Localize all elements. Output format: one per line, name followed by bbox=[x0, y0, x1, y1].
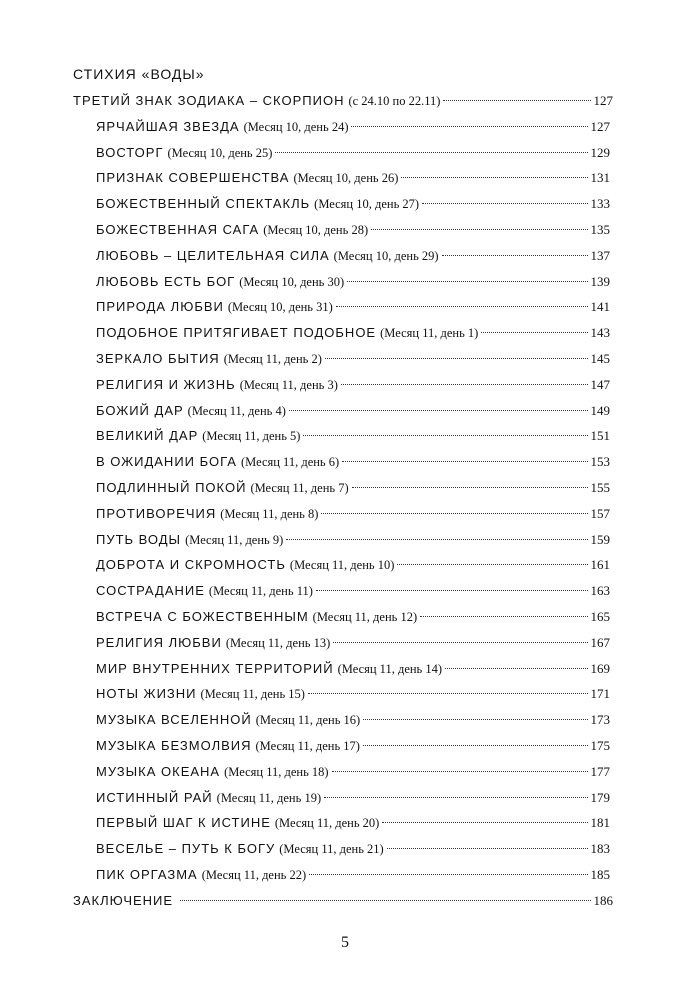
toc-entry-page: 163 bbox=[590, 583, 610, 599]
toc-entry bbox=[96, 862, 610, 888]
toc-entry-page: 185 bbox=[590, 866, 610, 882]
toc-entry-page: 167 bbox=[590, 634, 610, 650]
toc-entry-page: 155 bbox=[590, 479, 610, 495]
toc-entry-title: ПУТЬ ВОДЫ bbox=[96, 531, 182, 547]
toc-entry-subtitle: (Месяц 10, день 29) bbox=[333, 248, 439, 263]
toc-entry-subtitle: (Месяц 10, день 25) bbox=[167, 145, 273, 160]
toc-entry bbox=[96, 217, 610, 243]
toc-entry bbox=[96, 733, 610, 759]
toc-entry bbox=[96, 449, 610, 475]
toc-entry-page: 141 bbox=[590, 299, 610, 315]
toc-entry-page: 173 bbox=[590, 712, 610, 728]
toc-entry bbox=[96, 785, 610, 811]
toc-entry-page: 149 bbox=[590, 402, 610, 418]
dot-leader bbox=[442, 255, 588, 256]
toc-entry-title: МУЗЫКА ОКЕАНА bbox=[96, 763, 221, 779]
toc-entry-subtitle: (Месяц 11, день 14) bbox=[337, 661, 443, 676]
toc-entry-title: БОЖЕСТВЕННАЯ САГА bbox=[96, 221, 260, 237]
toc-entry-page: 127 bbox=[593, 93, 613, 108]
dot-leader bbox=[401, 177, 587, 178]
toc-entry-title: ЗАКЛЮЧЕНИЕ bbox=[73, 892, 174, 908]
toc-entry bbox=[96, 475, 610, 501]
dot-leader bbox=[352, 487, 588, 488]
toc-entry-subtitle: (Месяц 11, день 18) bbox=[224, 764, 329, 779]
toc-entry bbox=[96, 604, 610, 630]
toc-entry-title: ПРОТИВОРЕЧИЯ bbox=[96, 505, 217, 521]
toc-entry-subtitle: (Месяц 11, день 20) bbox=[274, 816, 380, 831]
dot-leader bbox=[387, 848, 588, 849]
toc-entry-page: 159 bbox=[590, 531, 610, 547]
toc-entry-title: ПРИРОДА ЛЮБВИ bbox=[96, 299, 224, 315]
toc-entry-page: 165 bbox=[590, 608, 610, 624]
toc-entry-title: ПЕРВЫЙ ШАГ К ИСТИНЕ bbox=[96, 815, 271, 831]
toc-entry-subtitle: (с 24.10 по 22.11) bbox=[348, 94, 441, 108]
toc-entry bbox=[96, 836, 610, 862]
toc-entry-page: 183 bbox=[590, 841, 610, 857]
toc-entry-subtitle: (Месяц 11, день 15) bbox=[200, 687, 305, 702]
toc-entry-subtitle: (Месяц 10, день 26) bbox=[293, 171, 399, 186]
toc-entry-subtitle: (Месяц 10, день 24) bbox=[243, 119, 349, 134]
toc-entry-title: ЛЮБОВЬ – ЦЕЛИТЕЛЬНАЯ СИЛА bbox=[96, 247, 330, 263]
dot-leader bbox=[351, 126, 587, 127]
dot-leader bbox=[324, 797, 587, 798]
toc-entry bbox=[96, 165, 610, 191]
toc-entry bbox=[96, 578, 610, 604]
toc-entry-page: 179 bbox=[590, 789, 610, 805]
toc-entry-title: ЯРЧАЙШАЯ ЗВЕЗДА bbox=[96, 118, 240, 134]
dot-leader bbox=[382, 822, 587, 823]
toc-entry-page: 161 bbox=[590, 557, 610, 573]
toc-entry-title: ВЕСЕЛЬЕ – ПУТЬ К БОГУ bbox=[96, 841, 276, 857]
toc-entry bbox=[96, 810, 610, 836]
toc-entry bbox=[96, 681, 610, 707]
toc-entry bbox=[96, 191, 610, 217]
toc-entry-page: 147 bbox=[590, 376, 610, 392]
toc-entry-page: 169 bbox=[590, 660, 610, 676]
toc-entry-subtitle: (Месяц 11, день 10) bbox=[289, 558, 395, 573]
toc-entry-title: НОТЫ ЖИЗНИ bbox=[96, 686, 197, 702]
toc-entry-subtitle: (Месяц 11, день 13) bbox=[225, 635, 331, 650]
table-of-contents bbox=[0, 88, 690, 914]
dot-leader bbox=[316, 590, 588, 591]
dot-leader bbox=[325, 358, 588, 359]
toc-entry-page: 129 bbox=[590, 144, 610, 160]
dot-leader bbox=[341, 384, 588, 385]
toc-entry bbox=[96, 656, 610, 682]
toc-entry-title: СОСТРАДАНИЕ bbox=[96, 583, 205, 599]
toc-entry bbox=[96, 346, 610, 372]
toc-entry-page: 135 bbox=[590, 221, 610, 237]
dot-leader bbox=[321, 513, 587, 514]
toc-entry-title: МУЗЫКА БЕЗМОЛВИЯ bbox=[96, 737, 252, 753]
toc-entry bbox=[96, 269, 610, 295]
toc-entry-subtitle: (Месяц 11, день 5) bbox=[202, 429, 301, 444]
dot-leader bbox=[363, 745, 588, 746]
toc-entry-page: 151 bbox=[590, 428, 610, 444]
toc-entry-title: ТРЕТИЙ ЗНАК ЗОДИАКА – СКОРПИОН bbox=[73, 93, 345, 108]
toc-entry-subtitle: (Месяц 11, день 16) bbox=[255, 713, 361, 728]
toc-entry-subtitle: (Месяц 11, день 12) bbox=[312, 609, 418, 624]
toc-entry-title: ПОДОБНОЕ ПРИТЯГИВАЕТ ПОДОБНОЕ bbox=[96, 325, 377, 341]
toc-entry bbox=[96, 630, 610, 656]
toc-entry-subtitle: (Месяц 11, день 17) bbox=[255, 738, 360, 753]
toc-entry-subtitle: (Месяц 11, день 7) bbox=[250, 480, 349, 495]
toc-entry-subtitle: (Месяц 11, день 2) bbox=[223, 351, 322, 366]
dot-leader bbox=[289, 410, 588, 411]
dot-leader bbox=[180, 900, 590, 901]
toc-entry bbox=[96, 243, 610, 269]
toc-entry-page: 181 bbox=[590, 815, 610, 831]
toc-entry-subtitle: (Месяц 11, день 3) bbox=[239, 377, 338, 392]
toc-entry-title: ВСТРЕЧА С БОЖЕСТВЕННЫМ bbox=[96, 608, 309, 624]
toc-entry-title: ВОСТОРГ bbox=[96, 144, 164, 160]
toc-entry-subtitle: (Месяц 11, день 21) bbox=[279, 842, 384, 857]
dot-leader bbox=[342, 461, 587, 462]
toc-entry bbox=[96, 527, 610, 553]
toc-entry bbox=[96, 423, 610, 449]
dot-leader bbox=[443, 100, 590, 101]
dot-leader bbox=[308, 693, 588, 694]
toc-entry-title: ЛЮБОВЬ ЕСТЬ БОГ bbox=[96, 273, 236, 289]
toc-entry bbox=[73, 88, 613, 114]
toc-entry-title: ПРИЗНАК СОВЕРШЕНСТВА bbox=[96, 170, 290, 186]
toc-entry-subtitle: (Месяц 10, день 30) bbox=[239, 274, 345, 289]
toc-entry bbox=[96, 372, 610, 398]
toc-entry-title: РЕЛИГИЯ И ЖИЗНЬ bbox=[96, 376, 236, 392]
toc-entry-subtitle: (Месяц 11, день 22) bbox=[201, 867, 307, 882]
toc-entry-subtitle: (Месяц 11, день 19) bbox=[216, 790, 322, 805]
toc-entry-page: 143 bbox=[590, 325, 610, 341]
toc-entry-title: БОЖЕСТВЕННЫЙ СПЕКТАКЛЬ bbox=[96, 196, 311, 212]
toc-entry-title: ПОДЛИННЫЙ ПОКОЙ bbox=[96, 479, 247, 495]
dot-leader bbox=[371, 229, 587, 230]
dot-leader bbox=[481, 332, 587, 333]
dot-leader bbox=[286, 539, 587, 540]
toc-entry bbox=[96, 114, 610, 140]
dot-leader bbox=[397, 564, 587, 565]
toc-entry-page: 157 bbox=[590, 505, 610, 521]
toc-entry-page: 139 bbox=[590, 273, 610, 289]
section-title: СТИХИЯ «ВОДЫ» bbox=[73, 66, 205, 82]
toc-entry-subtitle: (Месяц 10, день 28) bbox=[263, 222, 369, 237]
toc-entry-title: ВЕЛИКИЙ ДАР bbox=[96, 428, 199, 444]
toc-entry-title: БОЖИЙ ДАР bbox=[96, 402, 184, 418]
dot-leader bbox=[309, 874, 587, 875]
dot-leader bbox=[303, 435, 587, 436]
toc-entry bbox=[96, 294, 610, 320]
toc-entry-title: МИР ВНУТРЕННИХ ТЕРРИТОРИЙ bbox=[96, 660, 334, 676]
dot-leader bbox=[445, 668, 587, 669]
toc-entry-subtitle: (Месяц 11, день 6) bbox=[240, 455, 340, 470]
toc-entry-title: ИСТИННЫЙ РАЙ bbox=[96, 789, 213, 805]
toc-entry-page: 131 bbox=[590, 170, 610, 186]
toc-entry-subtitle: (Месяц 11, день 1) bbox=[380, 326, 479, 341]
dot-leader bbox=[363, 719, 587, 720]
toc-entry-subtitle: (Месяц 11, день 8) bbox=[220, 506, 319, 521]
toc-entry bbox=[96, 501, 610, 527]
dot-leader bbox=[275, 152, 587, 153]
toc-entry-page: 175 bbox=[590, 737, 610, 753]
toc-entry-subtitle: (Месяц 11, день 9) bbox=[185, 532, 284, 547]
dot-leader bbox=[333, 642, 587, 643]
toc-entry bbox=[73, 888, 613, 914]
toc-entry-title: РЕЛИГИЯ ЛЮБВИ bbox=[96, 634, 222, 650]
toc-entry-title: В ОЖИДАНИИ БОГА bbox=[96, 454, 237, 470]
dot-leader bbox=[422, 203, 587, 204]
dot-leader bbox=[347, 281, 587, 282]
toc-entry-title: МУЗЫКА ВСЕЛЕННОЙ bbox=[96, 712, 252, 728]
toc-entry-page: 127 bbox=[590, 118, 610, 134]
page-number: 5 bbox=[341, 934, 349, 951]
toc-entry bbox=[96, 140, 610, 166]
toc-entry-page: 153 bbox=[590, 454, 610, 470]
toc-entry-title: ЗЕРКАЛО БЫТИЯ bbox=[96, 350, 220, 366]
toc-entry-title: ПИК ОРГАЗМА bbox=[96, 866, 198, 882]
toc-entry bbox=[96, 759, 610, 785]
dot-leader bbox=[420, 616, 587, 617]
toc-entry bbox=[96, 398, 610, 424]
toc-entry-page: 137 bbox=[590, 247, 610, 263]
toc-entry bbox=[96, 552, 610, 578]
toc-entry-page: 145 bbox=[590, 350, 610, 366]
toc-entry-subtitle: (Месяц 11, день 11) bbox=[208, 584, 313, 599]
toc-entry-page: 133 bbox=[590, 196, 610, 212]
dot-leader bbox=[336, 306, 588, 307]
toc-entry-subtitle: (Месяц 11, день 4) bbox=[187, 403, 286, 418]
dot-leader bbox=[332, 771, 588, 772]
toc-entry-page: 177 bbox=[590, 763, 610, 779]
toc-entry-subtitle: (Месяц 10, день 31) bbox=[227, 300, 333, 315]
toc-entry-subtitle: (Месяц 10, день 27) bbox=[314, 197, 420, 212]
toc-entry bbox=[96, 320, 610, 346]
toc-entry-title: ДОБРОТА И СКРОМНОСТЬ bbox=[96, 557, 286, 573]
toc-entry-page: 171 bbox=[590, 686, 610, 702]
toc-entry-page: 186 bbox=[593, 892, 613, 908]
toc-entry bbox=[96, 707, 610, 733]
